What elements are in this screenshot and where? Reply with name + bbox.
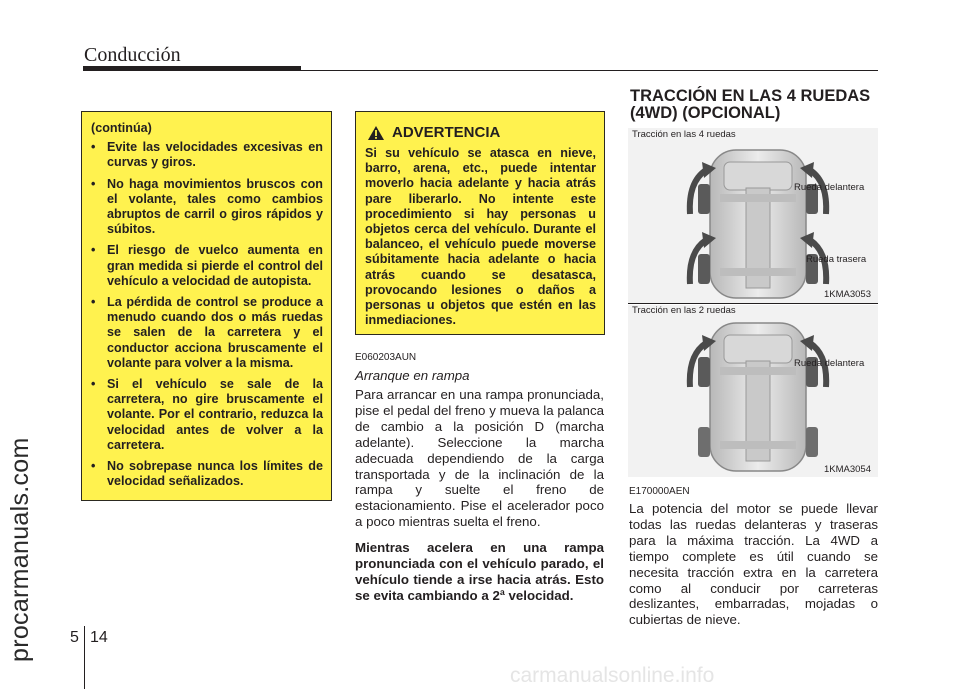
side-watermark: procarmanuals.com [6, 437, 34, 662]
figure-4wd-caption: Tracción en las 4 ruedas [632, 129, 736, 140]
awd-section-code: E170000AEN [629, 486, 690, 497]
page-number: 14 [90, 629, 108, 646]
figure-4wd-code: 1KMA3053 [824, 289, 872, 300]
warning-triangle-icon [367, 125, 385, 141]
car-2wd-diagram [628, 305, 878, 477]
caution-item: • Evite las velocidades excesivas en curvas y giros. [91, 140, 323, 170]
figure-2wd-caption: Tracción en las 2 ruedas [632, 305, 736, 316]
chapter-number: 5 [70, 629, 79, 646]
warning-heading [367, 124, 596, 141]
caution-list [91, 140, 323, 489]
figure-2wd [628, 305, 878, 477]
front-wheel-label: Rueda delantera [794, 182, 865, 193]
caution-item: • No sobrepase nunca los límites de velocidad señalizados. [91, 459, 323, 489]
car-4wd-diagram [628, 128, 878, 303]
continued-caution-box [81, 111, 332, 501]
figure-4wd [628, 128, 878, 303]
ramp-subheading: Arranque en rampa [355, 368, 470, 383]
figure-divider [628, 303, 878, 304]
ramp-paragraph: Para arrancar en una rampa pronunciada, pise el pedal del freno y mueva la palanca de cambio a la posición D (marcha adelante). Seleccione la marcha adecuada dependiendo de la carga transportada y de la inclinación de la rampa y suelte el freno de estacionamiento. Pise el acelerador poco a poco mientras suelta el freno. [355, 387, 604, 530]
caution-item: • Si el vehículo se sale de la carretera, no gire bruscamente el volante. Por el contrario, reduzca la velocidad antes de volver a la carretera. [91, 377, 323, 452]
continued-label: (continúa) [91, 121, 152, 135]
caution-item: • El riesgo de vuelco aumenta en gran medida si pierde el control del vehículo a velocidad de autopista. [91, 243, 323, 288]
ramp-section-code: E060203AUN [355, 352, 417, 363]
caution-item: • No haga movimientos bruscos con el volante, tales como cambios abruptos de carril o giros rápidos y súbitos. [91, 176, 323, 237]
warning-title: ADVERTENCIA [392, 124, 501, 141]
awd-paragraph: La potencia del motor se puede llevar todas las ruedas delanteras y traseras para la máxima tracción. La 4WD a tiempo complete es útil cuando se necesita tracción extra en la carretera como al conducir por carreteras deslizantes, embarradas, mojadas o cubiertas de nieve. [629, 501, 878, 628]
front-wheel-label-2wd: Rueda delantera [794, 358, 865, 369]
header-rule [83, 70, 878, 71]
figure-2wd-code: 1KMA3054 [824, 464, 872, 475]
footer-divider [84, 626, 85, 689]
warning-text: Si su vehículo se atasca en nieve, barro, arena, etc., puede intentar moverlo hacia adelante y hacia atrás pare liberarlo. No intente este procedimiento si hay personas u objetos cerca del vehículo. Durante el balanceo, el vehículo puede moverse súbitamente hacia adelante o hacia atrás cuando se desatasca, provocando lesiones o daños a personas u objetos que estén en las inmediaciones. [365, 146, 596, 328]
caution-item: • La pérdida de control se produce a menudo cuando dos o más ruedas se salen de la carretera y el conductor acciona bruscamente el volante para volver a la misma. [91, 295, 323, 370]
warning-box [355, 111, 605, 335]
page-header-title: Conducción [84, 44, 181, 66]
ramp-bold-paragraph: Mientras acelera en una rampa pronunciada con el vehículo parado, el vehículo tiende a irse hacia atrás. Esto se evita cambiando a 2ª velocidad. [355, 540, 604, 603]
awd-section-title: TRACCIÓN EN LAS 4 RUEDAS (4WD) (OPCIONAL) [630, 87, 871, 122]
bottom-watermark: carmanualsonline.info [510, 664, 715, 687]
rear-wheel-label: Rueda trasera [806, 254, 867, 265]
